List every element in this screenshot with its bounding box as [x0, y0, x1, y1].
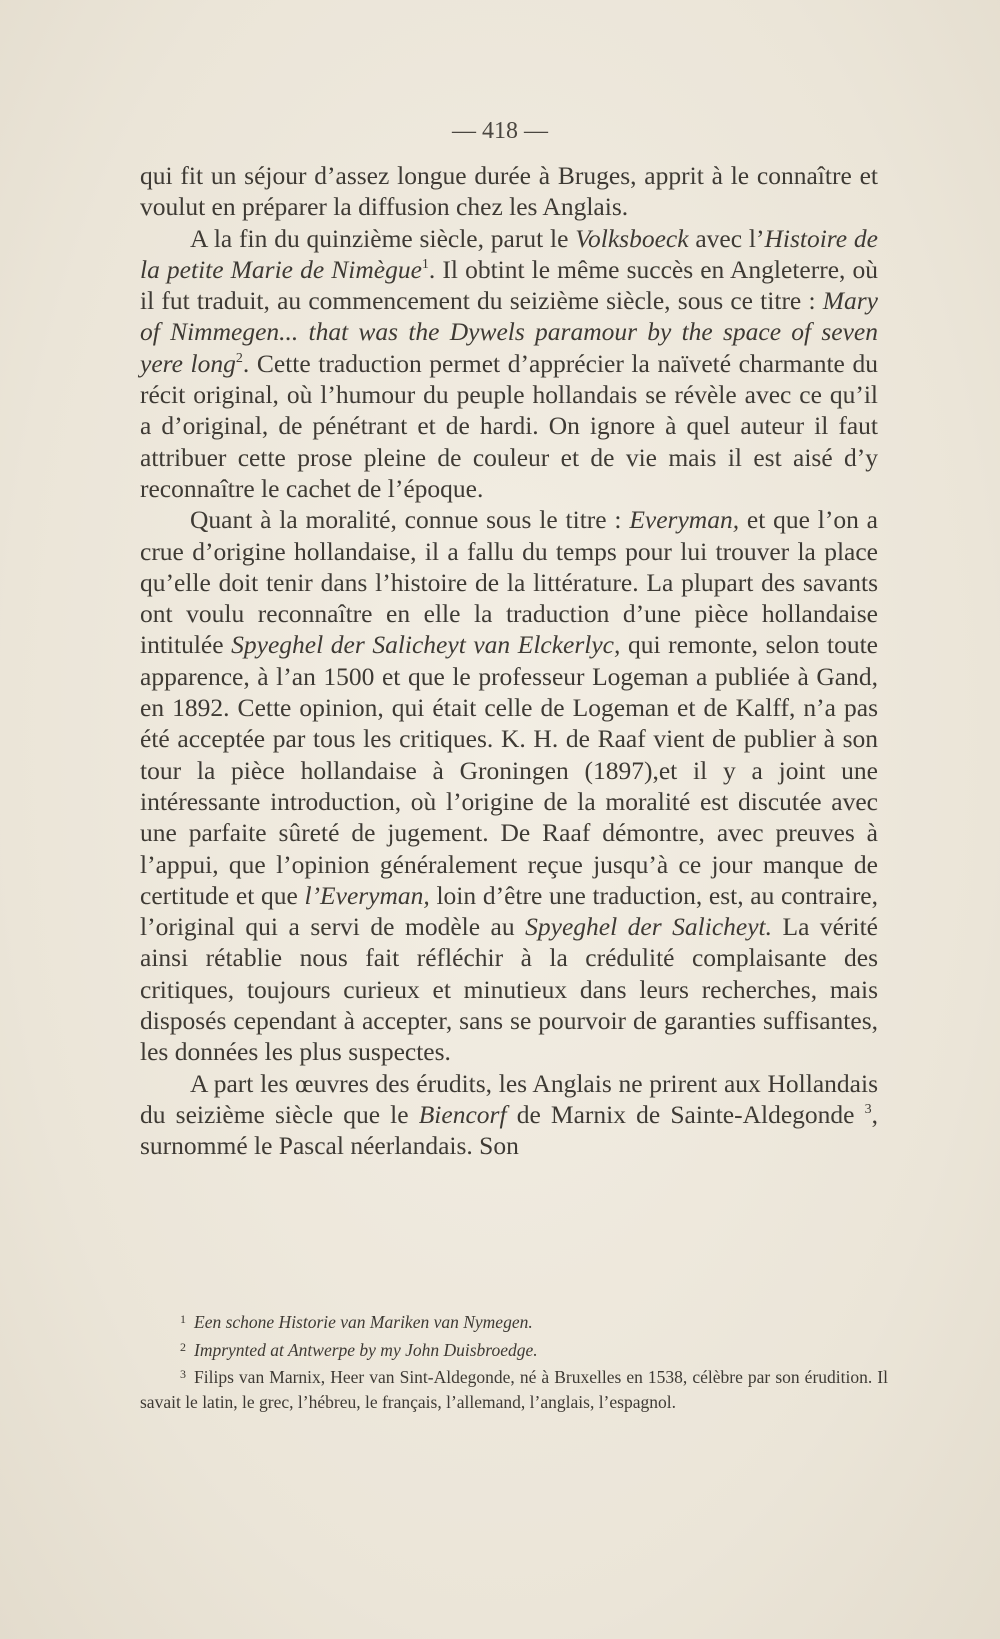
text-run: et que l’on a crue d’origine hollandaise, il a fallu du temps pour lui trouver la place qu’elle doit tenir dans l’histoire de la littérature. La plupart des savants ont voulu reconnaître en elle la traduction d’une pièce hollandaise intitulée — [140, 505, 878, 660]
text-run: loin d’être une traduction, est, au contraire, l’original qui a servi de modèle au — [140, 880, 879, 942]
paragraph — [140, 160, 878, 223]
body-text — [140, 160, 878, 1162]
text-run: , surnommé le Pascal néerlandais. Son — [140, 1099, 878, 1161]
text-run: A la fin du quinzième siècle, parut le — [190, 223, 576, 253]
footnote-ref: 3 — [864, 1101, 872, 1117]
footnote — [140, 1362, 888, 1414]
footnote-text: Imprynted at Antwerpe by my John Duisbroedge. — [194, 1339, 538, 1360]
text-run: . Il obtint le même succès en Angleterre, où il fut traduit, au commencement du seizième siècle, sous ce titre : — [140, 254, 878, 316]
page-number: — 418 — — [452, 118, 548, 144]
footnote-text: Een schone Historie van Mariken van Nymegen. — [194, 1312, 533, 1332]
footnotes — [140, 1307, 888, 1414]
italic-title: l’Everyman, — [304, 880, 430, 910]
footnote-mark: 2 — [180, 1339, 186, 1354]
footnote-ref: 2 — [235, 350, 243, 366]
footnote-ref: 1 — [421, 256, 429, 272]
italic-title: Spyeghel der Salicheyt van Elckerlyc, — [231, 630, 621, 660]
italic-title: Biencorf — [418, 1099, 507, 1129]
text-run: La vérité ainsi rétablie nous fait réfléchir à la crédulité complaisante des critiques, toujours curieux et minutieux dans leurs recherches, mais disposés cependant à accepter, sans se pourvoir de garanties suffisantes, les données les plus suspectes. — [140, 912, 878, 1067]
paragraph — [140, 223, 878, 505]
italic-title: Everyman, — [629, 505, 740, 535]
footnote — [140, 1335, 888, 1363]
paragraph — [140, 1068, 878, 1162]
italic-title: Volksboeck — [575, 223, 689, 253]
text-run: Quant à la moralité, connue sous le titre : — [190, 505, 630, 535]
footnote-mark: 1 — [180, 1312, 186, 1326]
footnote-text: Filips van Marnix, Heer van Sint-Aldegonde, né à Bruxelles en 1538, célèbre par son érudition. Il savait le latin, le grec, l’hébreu, le français, l’allemand, l’anglais, l’espagnol. — [140, 1367, 888, 1412]
footnote — [140, 1307, 888, 1335]
text-run: qui remonte, selon toute apparence, à l’an 1500 et que le professeur Logeman a publiée à Gand, en 1892. Cette opinion, qui était celle de Logeman et de Kalff, n’a pas été acceptée par tous les critiques. K. H. de Raaf vient de publier à son tour la pièce hollandaise à Groningen (1897),et il y a joint une intéressante introduction, où l’origine de la moralité est discutée avec une parfaite sûreté de jugement. De Raaf démontre, avec preuves à l’appui, que l’opinion généralement reçue jusqu’à ce jour manque de certitude et que — [140, 630, 878, 910]
footnote-mark: 3 — [180, 1367, 186, 1381]
text-run: de Marnix de Sainte-Aldegonde — [506, 1099, 865, 1129]
italic-title: Mary of Nimmegen... that was the Dywels paramour by the space of seven yere long — [140, 286, 878, 378]
paragraph — [140, 504, 878, 1067]
text-run: qui fit un séjour d’assez longue durée à Bruges, apprit à le connaître et voulut en préparer la diffusion chez les Anglais. — [140, 161, 878, 222]
italic-title: Spyeghel der Salicheyt. — [525, 912, 773, 942]
text-run: . Cette traduction permet d’apprécier la naïveté charmante du récit original, où l’humour du peuple hollandais se révèle avec ce qu’il a d’original, de pénétrant et de hardi. On ignore à quel auteur il faut attribuer cette prose pleine de couleur et de vie mais il est aisé d’y reconnaître le cachet de l’époque. — [140, 348, 878, 503]
text-run: avec l’ — [688, 223, 765, 253]
text-run: A part les œuvres des érudits, les Anglais ne prirent aux Hollandais du seizième siècle que le — [140, 1068, 878, 1129]
italic-title: Histoire de la petite Marie de Nimègue — [140, 223, 878, 284]
